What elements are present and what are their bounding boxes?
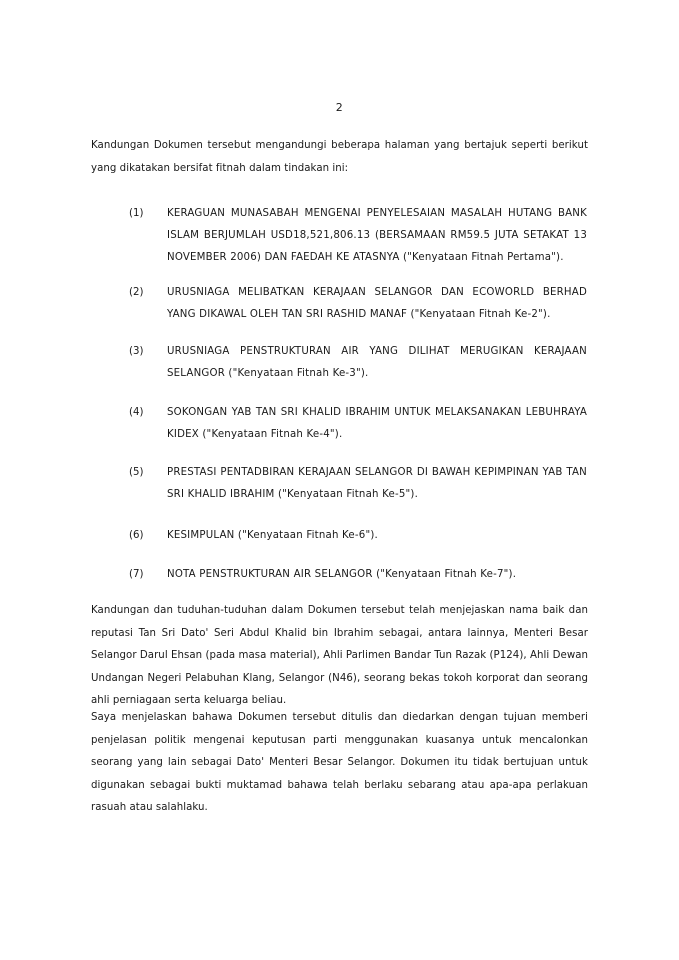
item-text: KERAGUAN MUNASABAH MENGENAI PENYELESAIAN MASALAH HUTANG BANK ISLAM BERJUMLAH USD18,521,806.13 (BERSAMAAN RM59.5 JUTA SETAKAT 13 NOVEMBER 2006) DAN FAEDAH KE ATASNYA ("Kenyataan Fitnah Pertama"). <box>167 208 587 263</box>
page-number: 2 <box>335 101 344 114</box>
item-number: (1) <box>129 208 144 219</box>
intro-paragraph: Kandungan Dokumen tersebut mengandungi beberapa halaman yang bertajuk seperti berikut yang dikatakan bersifat fitnah dalam tindakan ini: <box>91 140 588 174</box>
item-number: (7) <box>129 569 144 580</box>
item-text: KESIMPULAN ("Kenyataan Fitnah Ke-6"). <box>167 530 378 541</box>
item-number: (4) <box>129 407 144 418</box>
item-number: (3) <box>129 346 144 357</box>
body-paragraph-1: Kandungan dan tuduhan-tuduhan dalam Dokumen tersebut telah menjejaskan nama baik dan reputasi Tan Sri Dato' Seri Abdul Khalid bin Ibrahim sebagai, antara lainnya, Menteri Besar Selangor Darul Ehsan (pada masa material), Ahli Parlimen Bandar Tun Razak (P124), Ahli Dewan Undangan Negeri Pelabuhan Klang, Selangor (N46), seorang bekas tokoh korporat dan seorang ahli perniagaan serta keluarga beliau. <box>91 605 588 706</box>
item-text: URUSNIAGA PENSTRUKTURAN AIR YANG DILIHAT MERUGIKAN KERAJAAN SELANGOR ("Kenyataan Fitnah Ke-3"). <box>167 346 587 379</box>
body-paragraph-2: Saya menjelaskan bahawa Dokumen tersebut ditulis dan diedarkan dengan tujuan memberi penjelasan politik mengenai keputusan parti menggunakan kuasanya untuk mencalonkan seorang yang lain sebagai Dato' Menteri Besar Selangor. Dokumen itu tidak bertujuan untuk digunakan sebagai bukti muktamad bahawa telah berlaku sebarang atau apa-apa perlakuan rasuah atau salahlaku. <box>91 712 588 813</box>
item-text: NOTA PENSTRUKTURAN AIR SELANGOR ("Kenyataan Fitnah Ke-7"). <box>167 569 517 580</box>
item-number: (5) <box>129 467 144 478</box>
item-text: PRESTASI PENTADBIRAN KERAJAAN SELANGOR DI BAWAH KEPIMPINAN YAB TAN SRI KHALID IBRAHIM ("Kenyataan Fitnah Ke-5"). <box>167 467 587 500</box>
item-text: SOKONGAN YAB TAN SRI KHALID IBRAHIM UNTUK MELAKSANAKAN LEBUHRAYA KIDEX ("Kenyataan Fitnah Ke-4"). <box>167 407 587 440</box>
item-number: (6) <box>129 530 144 541</box>
item-text: URUSNIAGA MELIBATKAN KERAJAAN SELANGOR DAN ECOWORLD BERHAD YANG DIKAWAL OLEH TAN SRI RASHID MANAF ("Kenyataan Fitnah Ke-2"). <box>167 287 587 320</box>
item-number: (2) <box>129 287 144 298</box>
